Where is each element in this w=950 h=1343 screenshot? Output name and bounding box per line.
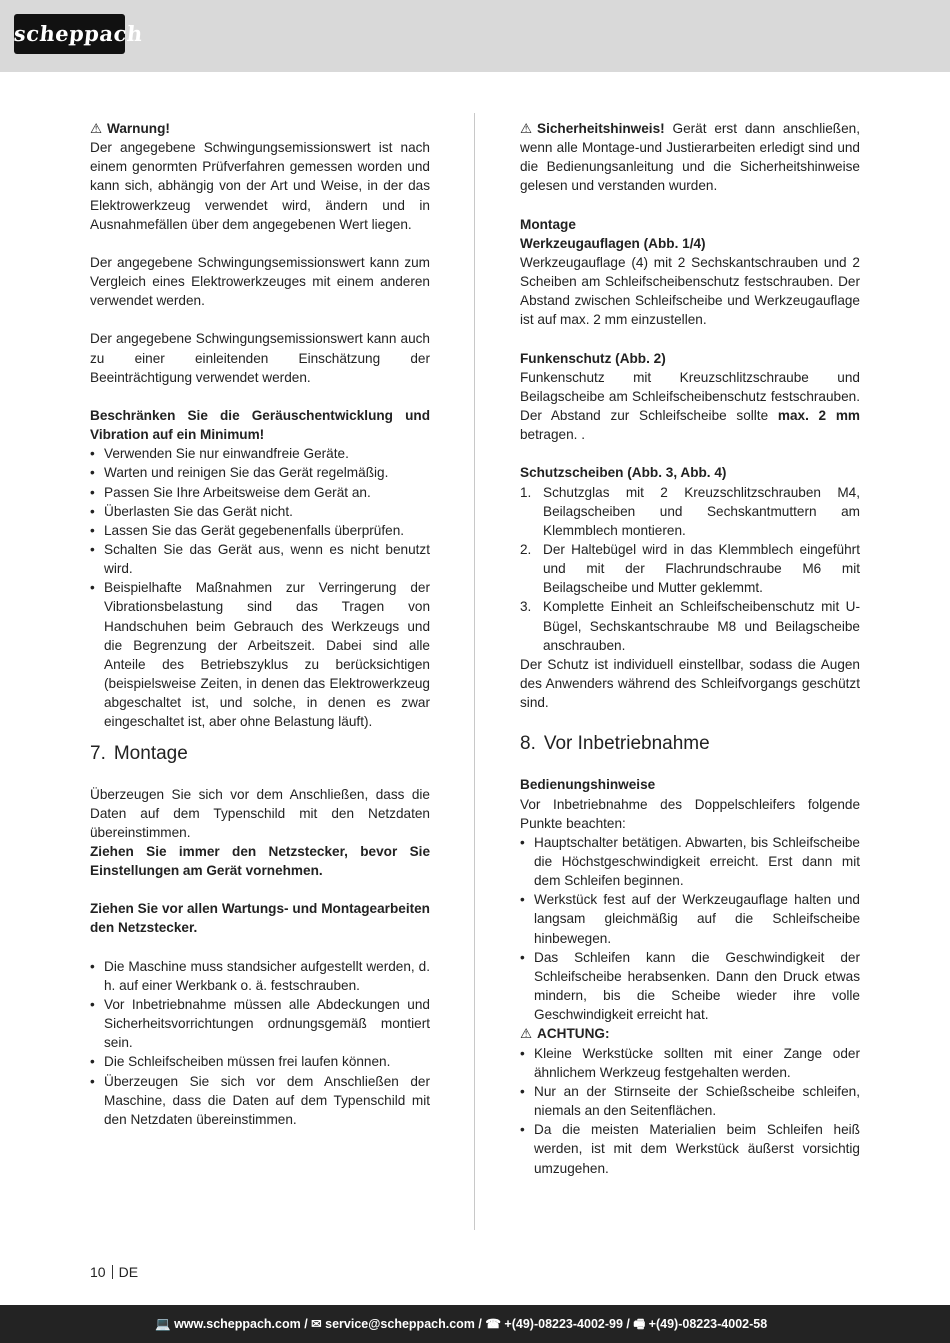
caution-list — [520, 1044, 860, 1178]
list-item: • Nur an der Stirnseite der Schießscheibe schleifen, niemals an den Seitenflächen. — [520, 1082, 860, 1120]
warning-triangle-icon: ⚠ — [520, 1026, 533, 1042]
numbered-item: 2. Der Haltebügel wird in das Klemmblech eingeführt und mit der Flachrundschraube M6 mit Beilagscheibe und Mutter geklemmt. — [520, 540, 860, 597]
website-link[interactable]: www.scheppach.com — [174, 1317, 301, 1331]
section-number: 8. — [520, 733, 536, 755]
vibration-paragraph-2: Der angegebene Schwingungsemissionswert kann zum Vergleich eines Elektrowerkzeuges mit einem anderen verwendet werden. — [90, 254, 430, 309]
montage-list — [90, 957, 430, 1129]
list-item: • Lassen Sie das Gerät gegebenenfalls überprüfen. — [90, 521, 430, 540]
list-item: • Überlasten Sie das Gerät nicht. — [90, 502, 430, 521]
list-item: • Werkstück fest auf der Werkzeugauflage halten und langsam gleichmäßig auf die Schleifscheibe hinbewegen. — [520, 890, 860, 947]
numbered-item: 1. Schutzglas mit 2 Kreuzschlitzschrauben M4, Beilagscheiben und Sechskantmuttern am Klemmblech montieren. — [520, 483, 860, 540]
operating-text: Vor Inbetriebnahme des Doppelschleifers folgende Punkte beachten: — [520, 796, 860, 831]
fax-icon: 🖷 — [633, 1317, 646, 1331]
warning-triangle-icon: ⚠ — [520, 121, 533, 136]
list-item: • Da die meisten Materialien beim Schleifen heiß werden, ist mit dem Werkstück äußerst vorsichtig umzugehen. — [520, 1120, 860, 1177]
contact-footer — [0, 1305, 950, 1343]
safety-note — [520, 119, 860, 196]
safety-title: Sicherheitshinweis! — [537, 121, 665, 136]
spark-bold: max. 2 mm — [777, 408, 860, 424]
list-item: • Vor Inbetriebnahme müssen alle Abdeckungen und Sicherheitsvorrichtungen ordnungsgemäß montiert sein. — [90, 995, 430, 1052]
page-number-value: 10 — [90, 1264, 106, 1280]
montage-subheading: Montage — [520, 216, 576, 232]
safety-text: Gerät erst dann anschließen, wenn alle Montage-und Justierarbeiten erledigt sind und die Bedienungsanleitung und die Sicherheitshinweise gelesen und verstanden wurden. — [520, 121, 860, 194]
phone-icon: ☎ — [485, 1317, 501, 1331]
warning-title: Warnung! — [107, 121, 170, 136]
operating-list — [520, 833, 860, 1025]
scheppach-logo — [12, 14, 145, 54]
mail-icon: ✉ — [311, 1317, 322, 1331]
warning-text: Der angegebene Schwingungsemissionswert ist nach einem genormten Prüfverfahren gemessen worden und kann sich, abhängig von der Art und Weise, in der das Elektrowerkzeug verwendet wird, ändern und in Ausnahmefällen über dem angegebenen Wert liegen. — [90, 140, 430, 232]
section-7-heading — [90, 742, 430, 766]
shield-text: Der Schutz ist individuell einstellbar, sodass die Augen des Anwenders während des Schleifvorgangs geschützt sind. — [520, 656, 860, 711]
column-divider — [474, 113, 475, 1230]
caution-block — [520, 1024, 860, 1043]
montage-text: Überzeugen Sie sich vor dem Anschließen, dass die Daten auf dem Typenschild mit den Netzdaten übereinstimmen. — [90, 786, 430, 840]
page-number — [90, 1264, 138, 1280]
language-code: DE — [118, 1264, 139, 1280]
warning-block — [90, 119, 430, 234]
list-item: • Schalten Sie das Gerät aus, wenn es nicht benutzt wird. — [90, 540, 430, 578]
list-item: • Das Schleifen kann die Geschwindigkeit der Schleifscheibe herabsenken. Dann den Druck etwas mindern, bis die Scheibe wieder ihre volle Geschwindigkeit erreicht hat. — [520, 948, 860, 1025]
shield-heading: Schutzscheiben (Abb. 3, Abb. 4) — [520, 465, 727, 481]
section-title: Vor Inbetriebnahme — [543, 733, 710, 755]
section-8-heading — [520, 732, 860, 756]
list-item: • Warten und reinigen Sie das Gerät regelmäßig. — [90, 463, 430, 482]
logo-text: scheppach — [12, 21, 145, 46]
tool-rest-heading: Werkzeugauflagen (Abb. 1/4) — [520, 235, 706, 251]
list-item: • Kleine Werkstücke sollten mit einer Zange oder ähnlichem Werkzeug festgehalten werden. — [520, 1044, 860, 1082]
left-column — [90, 119, 430, 1129]
footer-separator: / — [626, 1317, 630, 1331]
list-item: • Überzeugen Sie sich vor dem Anschließen der Maschine, dass die Daten auf dem Typenschild mit den Netzdaten übereinstimmen. — [90, 1072, 430, 1129]
limit-heading: Beschränken Sie die Geräuschentwicklung und Vibration auf ein Minimum! — [90, 407, 430, 443]
list-item: • Beispielhafte Maßnahmen zur Verringerung der Vibrationsbelastung sind das Tragen von Handschuhen beim Gebrauch des Werkzeugs und die Begrenzung der Arbeitszeit. Dabei sind alle Anteile des Betriebszyklus zu berücksichtigen (beispielsweise Zeiten, in denen das Elektrowerkzeug abgeschaltet ist, und solche, in denen es zwar eingeschaltet ist, aber ohne Belastung läuft). — [90, 578, 430, 731]
footer-separator: / — [478, 1317, 482, 1331]
vibration-paragraph-3: Der angegebene Schwingungsemissionswert kann auch zu einer einleitenden Einschätzung der Beeinträchtigung verwendet werden. — [90, 331, 430, 385]
list-item: • Passen Sie Ihre Arbeitsweise dem Gerät an. — [90, 483, 430, 502]
spark-guard-text — [520, 368, 860, 445]
list-item: • Verwenden Sie nur einwandfreie Geräte. — [90, 444, 430, 463]
caution-title: ACHTUNG: — [537, 1026, 610, 1042]
list-item: • Die Maschine muss standsicher aufgestellt werden, d. h. auf einer Werkbank o. ä. festschrauben. — [90, 957, 430, 995]
list-item: • Die Schleifscheiben müssen frei laufen können. — [90, 1052, 430, 1071]
computer-icon: 💻 — [155, 1317, 171, 1331]
page-header — [0, 0, 950, 72]
section-title: Montage — [113, 742, 188, 764]
shield-list — [520, 483, 860, 655]
section-number: 7. — [90, 742, 106, 764]
tool-rest-text: Werkzeugauflage (4) mit 2 Sechskantschrauben und 2 Scheiben am Schleifscheibenschutz festschrauben. Der Abstand zwischen Schleifscheibe und Werkzeugauflage ist auf max. 2 mm einzustellen. — [520, 254, 860, 328]
spark-guard-heading: Funkenschutz (Abb. 2) — [520, 350, 666, 366]
right-column — [520, 119, 860, 1178]
operating-heading: Bedienungshinweise — [520, 777, 656, 793]
warning-triangle-icon: ⚠ — [90, 121, 103, 136]
spark-text: Funkenschutz mit Kreuzschlitzschraube und Beilagscheibe am Schleifscheibenschutz festschrauben. Der Abstand zur Schleifscheibe sollte — [520, 369, 860, 424]
montage-bold-2: Ziehen Sie vor allen Wartungs- und Montagearbeiten den Netzstecker. — [90, 901, 430, 936]
numbered-item: 3. Komplette Einheit an Schleifscheibenschutz mit U-Bügel, Sechskantschraube M8 und Beilagscheibe anschrauben. — [520, 597, 860, 654]
limit-list — [90, 444, 430, 731]
list-item: • Hauptschalter betätigen. Abwarten, bis Schleifscheibe die Höchstgeschwindigkeit erreicht. Erst dann mit dem Schleifen beginnen. — [520, 833, 860, 890]
fax-number: +(49)-08223-4002-58 — [648, 1317, 768, 1331]
footer-separator: / — [304, 1317, 308, 1331]
spark-tail: betragen. . — [520, 427, 585, 443]
phone-number: +(49)-08223-4002-99 — [504, 1317, 623, 1331]
montage-bold-1: Ziehen Sie immer den Netzstecker, bevor Sie Einstellungen am Gerät vornehmen. — [90, 844, 430, 879]
page-separator — [112, 1265, 113, 1279]
email-link[interactable]: service@scheppach.com — [325, 1317, 475, 1331]
